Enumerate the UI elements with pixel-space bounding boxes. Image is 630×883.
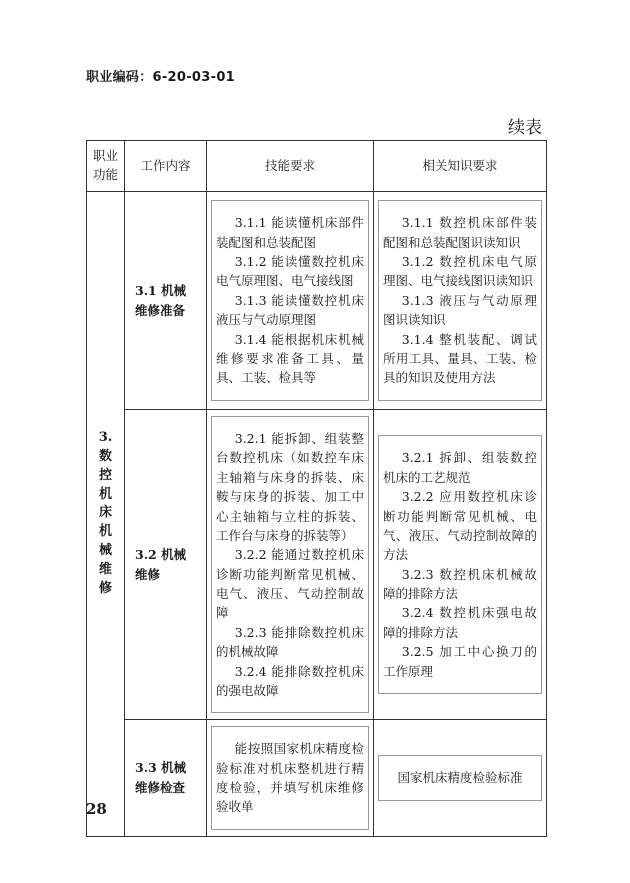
skill-item: 3.2.1 能拆卸、组装整台数控机床（如数控车床主轴箱与床身的拆装、床鞍与床身的拆装、加工中心主轴箱与立柱的拆装、工作台与床身的拆装等） <box>216 431 364 543</box>
header-work-content: 工作内容 <box>125 141 207 192</box>
knowledge-item: 3.1.4 整机装配、调试所用工具、量具、工装、检具的知识及使用方法 <box>383 331 537 386</box>
skill-item: 3.2.4 能排除数控机床的强电故障 <box>216 663 364 698</box>
work-content-cell <box>125 410 207 720</box>
skills-cell <box>207 192 374 410</box>
skill-item: 3.2.2 能通过数控机床诊断功能判断常见机械、电气、液压、气动控制故障 <box>216 547 364 621</box>
table-header-row <box>87 141 547 192</box>
continued-label: 续表 <box>508 118 542 138</box>
table-row <box>87 192 547 410</box>
table-row <box>87 410 547 720</box>
work-content-cell <box>125 720 207 837</box>
skills-cell <box>207 720 374 837</box>
knowledge-item: 国家机床精度检验标准 <box>397 770 523 786</box>
knowledge-item: 3.1.1 数控机床部件装配图和总装配图识读知识 <box>383 215 537 250</box>
skill-item: 3.1.1 能读懂机床部件装配图和总装配图 <box>216 215 364 250</box>
skill-item: 3.2.3 能排除数控机床的机械故障 <box>216 624 364 660</box>
knowledge-cell <box>374 192 547 410</box>
knowledge-item: 3.2.5 加工中心换刀的工作原理 <box>383 644 537 679</box>
header-function: 职业功能 <box>87 141 125 192</box>
knowledge-item: 3.2.1 拆卸、组装数控机床的工艺规范 <box>383 450 537 485</box>
occupation-code: 职业编码：6-20-03-01 <box>86 70 236 85</box>
function-label: 3.数控机床机械维修 <box>98 430 113 596</box>
skill-item: 3.1.2 能读懂数控机床电气原理图、电气接线图 <box>216 254 364 289</box>
knowledge-item: 3.1.3 液压与气动原理图识读知识 <box>383 292 537 328</box>
knowledge-cell <box>374 720 547 837</box>
work-content: 3.2 机械维修 <box>135 546 187 582</box>
header-skills: 技能要求 <box>207 141 374 192</box>
skill-item: 3.1.3 能读懂数控机床液压与气动原理图 <box>216 292 364 328</box>
knowledge-item: 3.2.4 数控机床强电故障的排除方法 <box>383 605 537 640</box>
skill-item: 能按照国家机床精度检验标准对机床整机进行精度检验，并填写机床维修验收单 <box>216 741 364 815</box>
page-number: 28 <box>86 800 107 818</box>
knowledge-cell <box>374 410 547 720</box>
knowledge-item: 3.2.3 数控机床机械故障的排除方法 <box>383 566 537 601</box>
work-content-cell <box>125 192 207 410</box>
work-content: 3.1 机械维修准备 <box>135 282 187 318</box>
table-row <box>87 720 547 837</box>
knowledge-item: 3.2.2 应用数控机床诊断功能判断常见机械、电气、液压、气动控制故障的方法 <box>383 489 537 563</box>
function-cell <box>87 192 125 837</box>
knowledge-item: 3.1.2 数控机床电气原理图、电气接线图识读知识 <box>383 254 537 289</box>
work-content: 3.3 机械维修检查 <box>135 760 187 795</box>
header-knowledge: 相关知识要求 <box>374 141 547 192</box>
skills-table <box>86 140 547 837</box>
skills-cell <box>207 410 374 720</box>
skill-item: 3.1.4 能根据机床机械维修要求准备工具、量具、工装、检具等 <box>216 331 364 386</box>
